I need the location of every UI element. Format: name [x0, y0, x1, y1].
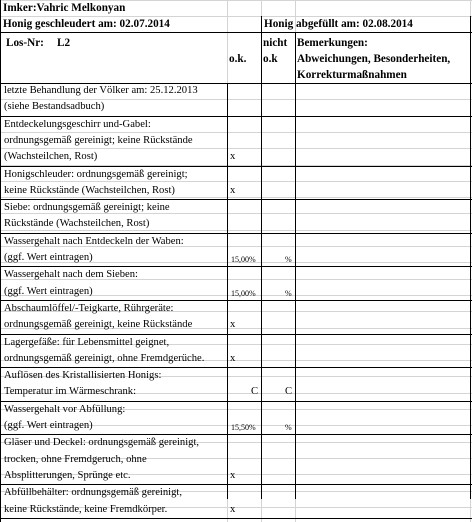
honey-extracted-date[interactable]: Honig geschleudert am: 02.07.2014 [3, 18, 170, 30]
border [470, 16, 471, 499]
remarks-subheader-corrections[interactable]: Korrekturmaßnahmen [297, 69, 407, 81]
border [261, 16, 262, 499]
ok-column-header[interactable]: o.k. [229, 53, 247, 65]
checklist-item-text[interactable]: Wassergehalt nach dem Sieben: [4, 269, 138, 281]
ok-mark[interactable]: x [230, 151, 236, 163]
honey-bottled-date[interactable]: Honig abgefüllt am: 02.08.2014 [264, 18, 413, 30]
checklist-item-text[interactable]: trocken, ohne Fremdgeruch, ohne [4, 453, 147, 465]
ok-mark[interactable]: C [251, 386, 259, 398]
checklist-item-text[interactable]: (ggf. Wert eintragen) [4, 420, 93, 431]
checklist-item-text[interactable]: (ggf. Wert eintragen) [4, 252, 93, 263]
border [0, 0, 1, 522]
checklist-item-text[interactable]: Absplitterungen, Sprünge etc. [4, 469, 131, 481]
checklist-item-text[interactable]: ordnungsgemäß gereinigt, keine Rückstände [4, 319, 193, 331]
checklist-item-text[interactable]: keine Rückstände (Wachsteilchen, Rost) [4, 184, 175, 196]
checklist-item-text[interactable]: Temperatur im Wärmeschrank: [4, 386, 137, 398]
checklist-item-text[interactable]: Wassergehalt nach Entdeckeln der Waben: [4, 235, 184, 247]
not-ok-mark[interactable]: C [285, 386, 293, 398]
beekeeper-name[interactable]: Imker:Vahric Melkonyan [3, 2, 126, 14]
ok-mark[interactable]: x [230, 503, 236, 515]
not-ok-mark[interactable]: % [285, 288, 292, 298]
checklist-item-text[interactable]: letzte Behandlung der Völker am: 25.12.2013 [4, 85, 198, 96]
checklist-item-text[interactable]: Abfüllbehälter: ordnungsgemäß gereinigt, [4, 487, 182, 499]
checklist-item-text[interactable]: Entdeckelungsgeschirr und-Gabel: [4, 118, 151, 130]
ok-mark[interactable]: 15,50% [231, 423, 256, 432]
not-ok-header[interactable]: nicht [263, 37, 288, 49]
checklist-item-text[interactable]: Abschaumlöffel/-Teigkarte, Rührgeräte: [4, 302, 174, 314]
checklist-item-text[interactable]: Gläser und Deckel: ordnungsgemäß gereinigt, [4, 437, 200, 449]
ok-mark[interactable]: x [230, 352, 236, 364]
checklist-item-text[interactable]: Rückstände (Wachsteilchen, Rost) [4, 218, 150, 230]
ok-mark[interactable]: x [230, 469, 236, 481]
checklist-item-text[interactable]: Lagergefäße: für Lebensmittel geignet, [4, 336, 170, 348]
border [0, 32, 472, 33]
not-ok-mark[interactable]: % [285, 423, 292, 432]
ok-mark[interactable]: 15,00% [231, 255, 256, 264]
border [227, 83, 228, 499]
ok-column-header-2[interactable]: o.k [263, 53, 278, 65]
lot-number-value[interactable]: L2 [57, 37, 71, 49]
remarks-header[interactable]: Bemerkungen: [297, 37, 368, 49]
checklist-item-text[interactable]: (siehe Bestandsadbuch) [4, 101, 105, 113]
checklist-item-text[interactable]: ordnungsgemäß gereinigt; keine Rückstände [4, 134, 193, 146]
ok-mark[interactable]: 15,00% [231, 288, 256, 298]
checklist-item-text[interactable]: Wassergehalt vor Abfüllung: [4, 403, 126, 415]
checklist-item-text[interactable]: Auflösen des Kristallisierten Honigs: [4, 370, 162, 382]
not-ok-mark[interactable]: % [285, 255, 292, 264]
lot-number-label[interactable]: Los-Nr: [6, 37, 44, 49]
checklist-item-text[interactable]: Siebe: ordnungsgemäß gereinigt; keine [4, 202, 170, 214]
ok-mark[interactable]: x [230, 319, 236, 331]
remarks-subheader-deviations[interactable]: Abweichungen, Besonderheiten, [297, 53, 451, 65]
checklist-item-text[interactable]: keine Rückstände, keine Fremdkörper. [4, 503, 168, 515]
checklist-item-text[interactable]: (ggf. Wert eintragen) [4, 285, 93, 297]
border [0, 518, 472, 519]
checklist-item-text[interactable]: Honigschleuder: ordnungsgemäß gereinigt; [4, 168, 188, 180]
ok-mark[interactable]: x [230, 184, 236, 196]
checklist-item-text[interactable]: (Wachsteilchen, Rost) [4, 151, 98, 163]
checklist-item-text[interactable]: ordnungsgemäß gereinigt, ohne Fremdgerüche. [4, 352, 205, 364]
